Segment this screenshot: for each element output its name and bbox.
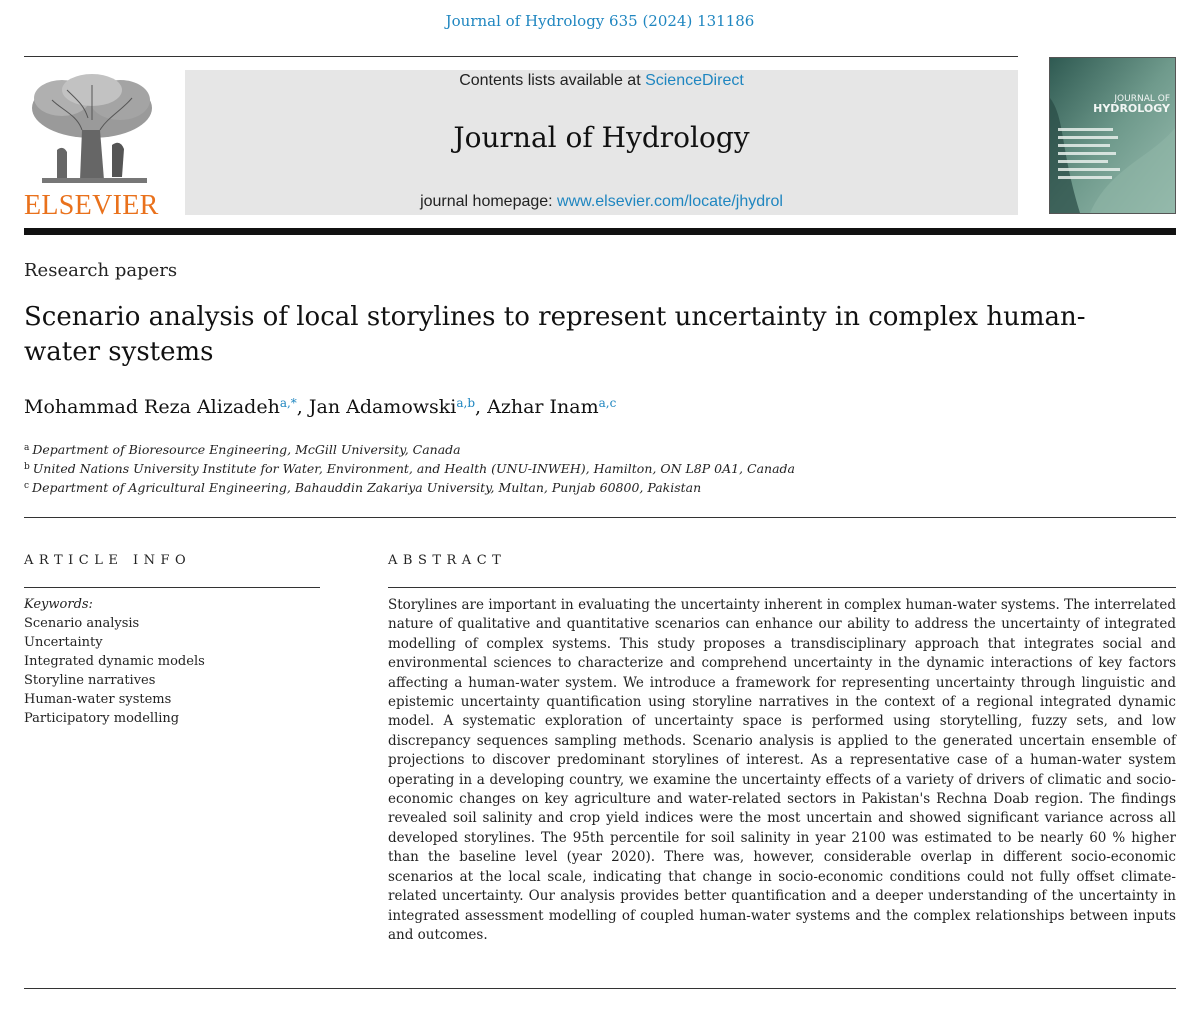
author-name[interactable]: Mohammad Reza Alizadeh xyxy=(24,396,280,418)
article-title: Scenario analysis of local storylines to represent uncertainty in complex human-water systems xyxy=(24,302,1086,367)
abstract-body: Storylines are important in evaluating the uncertainty inherent in complex human-water systems. The interrelated nature of qualitative and quantitative scenarios can enhance our ability to address the uncertainty of integrated modelling of complex systems. This study proposes a transdisciplinary approach that integrates social and environmental sciences to characterize and comprehend uncertainty in the dynamic interactions of key factors affecting a human-water system. We introduce a framework for representing uncertainty through linguistic and epistemic uncertainty quantification using storyline narratives in the context of a regional integrated dynamic model. A systematic exploration of uncertainty space is performed using storytelling, fuzzy sets, and low discrepancy sequences sampling methods. Scenario analysis is applied to the generated uncertain ensemble of projections to discover predominant storylines of interest. As a representative case of a human-water system operating in a developing country, we examine the uncertainty effects of a variety of drivers of climatic and socio-economic changes on key agriculture and water-related sectors in Pakistan's Rechna Doab region. The findings revealed soil salinity and crop yield indices were the most uncertain and showed significant variance across all developed storylines. The 95th percentile for soil salinity in year 2100 was estimated to be nearly 60 % higher than the baseline level (year 2020). There was, however, considerable overlap in different socio-economic scenarios at the local scale, indicating that change in socio-economic conditions could not fully offset climate-related uncertainty. Our analysis provides better quantification and a deeper understanding of the uncertainty in integrated assessment modelling of coupled human-water systems and the complex relationships between inputs and outcomes. xyxy=(388,597,1176,943)
header-rule xyxy=(24,56,1018,57)
keywords-label: Keywords: xyxy=(24,597,93,612)
journal-cover-image[interactable] xyxy=(1049,57,1176,214)
journal-name: Journal of Hydrology xyxy=(453,121,750,154)
footer-rule xyxy=(24,988,1176,989)
keyword-item: Storyline narratives xyxy=(24,673,156,688)
homepage-prefix: journal homepage: xyxy=(420,193,558,210)
author-name[interactable]: Azhar Inam xyxy=(487,396,599,418)
author-marks[interactable]: a,c xyxy=(598,396,617,410)
abstract-rule xyxy=(388,587,1176,588)
section-rule xyxy=(24,517,1176,518)
contents-line xyxy=(185,72,1018,90)
affiliation-key: c xyxy=(24,481,30,491)
cover-title-line2: HYDROLOGY xyxy=(1093,102,1170,115)
journal-masthead xyxy=(185,70,1018,215)
author-name[interactable]: Jan Adamowski xyxy=(308,396,457,418)
journal-homepage-link[interactable]: www.elsevier.com/locate/jhydrol xyxy=(557,193,783,210)
abstract-heading: ABSTRACT xyxy=(388,553,507,568)
affiliation-text: United Nations University Institute for Water, Environment, and Health (UNU-INWEH), Hamilton, ON L8P 0A1, Canada xyxy=(32,461,795,476)
affiliation xyxy=(24,480,701,495)
keyword-item: Scenario analysis xyxy=(24,616,140,631)
author-marks[interactable]: a,* xyxy=(279,396,297,410)
author-list: Mohammad Reza Alizadeh$^{a,*}$, Jan Adamowski$^{a,b}$, Azhar Inam$^{a,c}$ xyxy=(24,396,617,418)
affiliation-key: b xyxy=(24,462,30,472)
affiliation xyxy=(24,442,461,457)
sciencedirect-link[interactable]: ScienceDirect xyxy=(645,72,744,89)
keyword-item: Integrated dynamic models xyxy=(24,654,205,669)
article-info-heading: ARTICLE INFO xyxy=(24,553,192,568)
affiliation xyxy=(24,461,795,476)
article-type: Research papers xyxy=(24,260,178,281)
elsevier-wordmark[interactable]: ELSEVIER xyxy=(24,190,159,221)
homepage-line xyxy=(185,193,1018,211)
cover-title-line1: JOURNAL OF xyxy=(1114,94,1170,104)
keyword-item: Participatory modelling xyxy=(24,711,180,726)
header-thick-rule xyxy=(24,228,1176,235)
contents-prefix: Contents lists available at xyxy=(459,72,646,89)
journal-citation[interactable]: Journal of Hydrology 635 (2024) 131186 xyxy=(445,12,755,30)
affiliation-text: Department of Bioresource Engineering, McGill University, Canada xyxy=(32,442,461,457)
article-info-rule xyxy=(24,587,320,588)
keyword-item: Human-water systems xyxy=(24,692,172,707)
affiliation-text: Department of Agricultural Engineering, Bahauddin Zakariya University, Multan, Punjab 60800, Pakistan xyxy=(32,480,702,495)
keywords-block xyxy=(24,595,205,728)
keyword-item: Uncertainty xyxy=(24,635,103,650)
affiliation-key: a xyxy=(24,443,30,453)
author-marks[interactable]: a,b xyxy=(456,396,476,410)
